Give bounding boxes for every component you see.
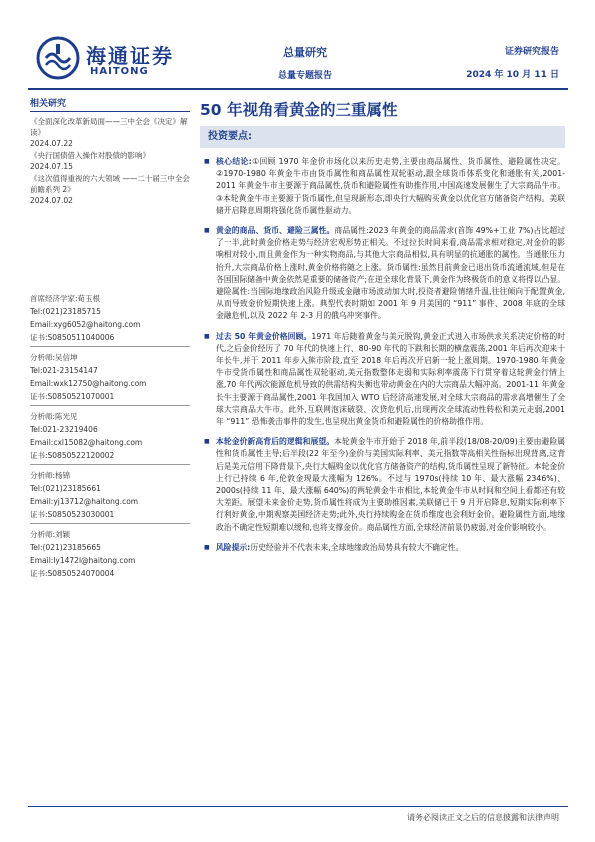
analyst-card bbox=[30, 528, 190, 582]
key-point bbox=[204, 542, 565, 554]
analyst-card bbox=[30, 351, 190, 406]
analyst-tel: Tel:(021)23185715 bbox=[30, 307, 101, 316]
analyst-email: Email:wxk12750@haitong.com bbox=[30, 379, 147, 388]
analyst-email: Email:yj13712@haitong.com bbox=[30, 497, 139, 506]
report-meta bbox=[466, 44, 559, 80]
logo-english: HAITONG bbox=[90, 66, 149, 77]
related-item bbox=[30, 150, 190, 172]
key-point-text: 商品属性:2023 年黄金的商品需求(首饰 49%+工业 7%)占比超过了一半,此时黄金价格走势与经济宏观形势正相关。不过拉长时间来看,商品需求相对稳定,对金价的影响相对较小,而且黄金作为一种实物商品,与其他大宗商品相似,具有明显的抗通胀的属性。当通胀压力抬升,大宗商品价格上涨时,黄金价格将随之上涨。货币属性:虽然目前黄金已退出货币流通流域,但是在各国国际储备中黄金依然是重要的储备资产;在逆全球化背景下,黄金作为终极货币的意义将得以凸显。避险属性:当国际地缘政治风险升级或金融市场波动加大时,投资者避险情绪升温,往往倾向于配置黄金,从而导致金价短期快速上涨。典型代表时期如 2001 年 9 月美国的 “911” 事件、2008 年底的全球金融危机,以及 2022 年 2-3 月的俄乌冲突事件。 bbox=[216, 226, 566, 321]
key-point-text: ①回顾 1970 年金价市场化以来历史走势,主要由商品属性、货币属性、避险属性决定。②1970-1980 年黄金牛市由货币属性和商品属性双轮驱动,跟全球货币体系变化和通胀有关,2001-2011 年黄金牛市主要源于商品属性,货币和避险属性有助推作用,中国高速发展催生了大宗商品牛市。③本轮黄金牛市主要源于货币属性,但呈现新形态,即央行大幅购买黄金以优化官方储备资产结构。美联储开启降息周期将强化货币属性驱动力。 bbox=[216, 157, 565, 215]
logo-chinese: 海通证券 bbox=[86, 44, 174, 68]
report-subtype: 总量专题报告 bbox=[277, 71, 332, 81]
analyst-tel: Tel:(021)23185665 bbox=[30, 543, 101, 552]
analyst-role: 分析师:刘颖 bbox=[30, 530, 71, 539]
analyst-card bbox=[30, 469, 190, 524]
related-item bbox=[30, 116, 190, 149]
key-point-heading: 风险提示: bbox=[216, 542, 251, 552]
analyst-email: Email:xyg6052@haitong.com bbox=[30, 320, 141, 329]
related-item-text: 《这次值得重视的六大领域 ——二十届三中全会前瞻系列 2》 bbox=[30, 174, 190, 194]
analyst-cert: 证书:S0850523030001 bbox=[30, 510, 115, 519]
related-item-date: 2024.07.22 bbox=[30, 139, 73, 148]
analyst-tel: Tel:021-23154147 bbox=[30, 366, 98, 375]
key-points-heading: 投资要点: bbox=[200, 126, 565, 148]
related-title: 相关研究 bbox=[30, 96, 190, 112]
report-date: 2024 年 10 月 11 日 bbox=[466, 70, 559, 80]
related-item-date: 2024.07.15 bbox=[30, 162, 73, 171]
analyst-role: 首席经济学家:荀玉根 bbox=[30, 294, 101, 303]
key-points-list bbox=[200, 156, 565, 554]
key-point-text: 本轮黄金牛市开始于 2018 年,前半段(18/08-20/09)主要由避险属性和货币属性主导;后半段(22 年至今)金价与美国实际利率、美元指数等高相关性指标出现背离,这背后是美元信用下降背景下,央行大幅购金以优化官方储备资产的结构,货币属性呈现了新特征。本轮金价上行已持续 6 年,伦敦金现最大涨幅为 126%。不过与 1970s(持续 10 年、最大涨幅 2346%)、2000s(持续 11 年、最大涨幅 640%)的两轮黄金牛市相比,本轮黄金牛市从时间和空间上看都还有较大差距。展望未来金价走势,货币属性将成为主要助推因素,美联储已于 9 月开启降息,短期实际利率下行利好黄金,中期观察美国经济走势;此外,央行持续购金在货币维度也会利好金价。避险属性方面,地缘政治不确定性短期难以缓和,也将支撑金价。商品属性方面,全球经济前景仍疲弱,对金价影响较小。 bbox=[216, 437, 565, 532]
analyst-email: Email:ly1472l@haitong.com bbox=[30, 556, 136, 565]
report-body bbox=[200, 96, 565, 562]
key-point-text: 1971 年后随着黄金与美元脱钩,黄金正式进入市场供求关系决定价格的时代,之后金价经历了 70 年代的快速上行、80-90 年代的下跌和长期的横盘震荡,2001 年后再次迎来十年长牛,并于 2011 年步入熊市阶段,直至 2018 年后再次开启新一轮上涨周期。1970-1980 年黄金牛市受货币属性和商品属性双轮驱动,美元指数整体走弱和实际利率震荡下行贯穿着这轮黄金行情上涨,70 年代两次能源危机导致的供需结构失衡也带动黄金在内的大宗商品大幅冲高。2001-11 年黄金长牛主要源于商品属性,2001 年我国加入 WTO 后经济高速发展,对全球大宗商品的需求高增催生了全球大宗商品大牛市。此外,互联网泡沫破裂、次贷危机后,出现两次全球流动性转松和美元走弱,2001 年 “911” 恐怖袭击事件的发生,也呈现出黄金货币和避险属性的价格助推作用。 bbox=[216, 331, 566, 427]
footer-disclaimer: 请务必阅读正文之后的信息披露和法律声明 bbox=[407, 813, 559, 822]
analyst-role: 分析师:杨锦 bbox=[30, 471, 71, 480]
related-item-text: 《全面深化改革新局面——三中全会《决定》解读》 bbox=[30, 117, 188, 137]
analyst-list bbox=[30, 292, 190, 586]
related-item bbox=[30, 173, 190, 206]
key-point bbox=[204, 331, 565, 429]
related-research bbox=[30, 96, 190, 207]
haitong-logo-icon bbox=[36, 36, 80, 80]
key-point-heading: 黄金的商品、货币、避险三属性。 bbox=[216, 226, 335, 236]
analyst-role: 分析师:吴信坤 bbox=[30, 353, 78, 362]
report-type: 总量研究 bbox=[283, 46, 327, 59]
report-header bbox=[0, 0, 595, 96]
analyst-cert: 证书:S0850511040006 bbox=[30, 333, 115, 342]
analyst-card bbox=[30, 292, 190, 347]
key-point-heading: 过去 50 年黄金价格回顾。 bbox=[216, 331, 312, 341]
header-divider bbox=[28, 88, 568, 90]
key-point-text: 历史经验并不代表未来,全球地缘政治局势具有较大不确定性。 bbox=[250, 542, 464, 552]
analyst-tel: Tel:021-23219406 bbox=[30, 425, 98, 434]
key-point-heading: 核心结论: bbox=[216, 157, 252, 166]
analyst-cert: 证书:S0850524070004 bbox=[30, 569, 115, 578]
analyst-cert: 证书:S0850522120002 bbox=[30, 451, 115, 460]
related-item-text: 《央行国债借入操作对股债的影响》 bbox=[30, 151, 150, 160]
analyst-email: Email:cxl15082@haitong.com bbox=[30, 438, 143, 447]
report-title: 50 年视角看黄金的三重属性 bbox=[200, 101, 398, 119]
report-kind: 证券研究报告 bbox=[504, 47, 559, 57]
key-point-heading: 本轮金价新高背后的逻辑和展望。 bbox=[216, 437, 335, 447]
company-logo bbox=[36, 36, 186, 80]
key-point bbox=[204, 225, 565, 323]
analyst-tel: Tel:(021)23185661 bbox=[30, 484, 101, 493]
analyst-cert: 证书:S0850521070001 bbox=[30, 392, 115, 401]
key-point bbox=[204, 156, 565, 217]
analyst-card bbox=[30, 410, 190, 465]
key-point bbox=[204, 436, 565, 534]
footer-divider bbox=[28, 806, 568, 807]
related-item-date: 2024.07.02 bbox=[30, 196, 73, 205]
analyst-role: 分析师:陈光见 bbox=[30, 412, 78, 421]
report-category bbox=[250, 44, 360, 81]
